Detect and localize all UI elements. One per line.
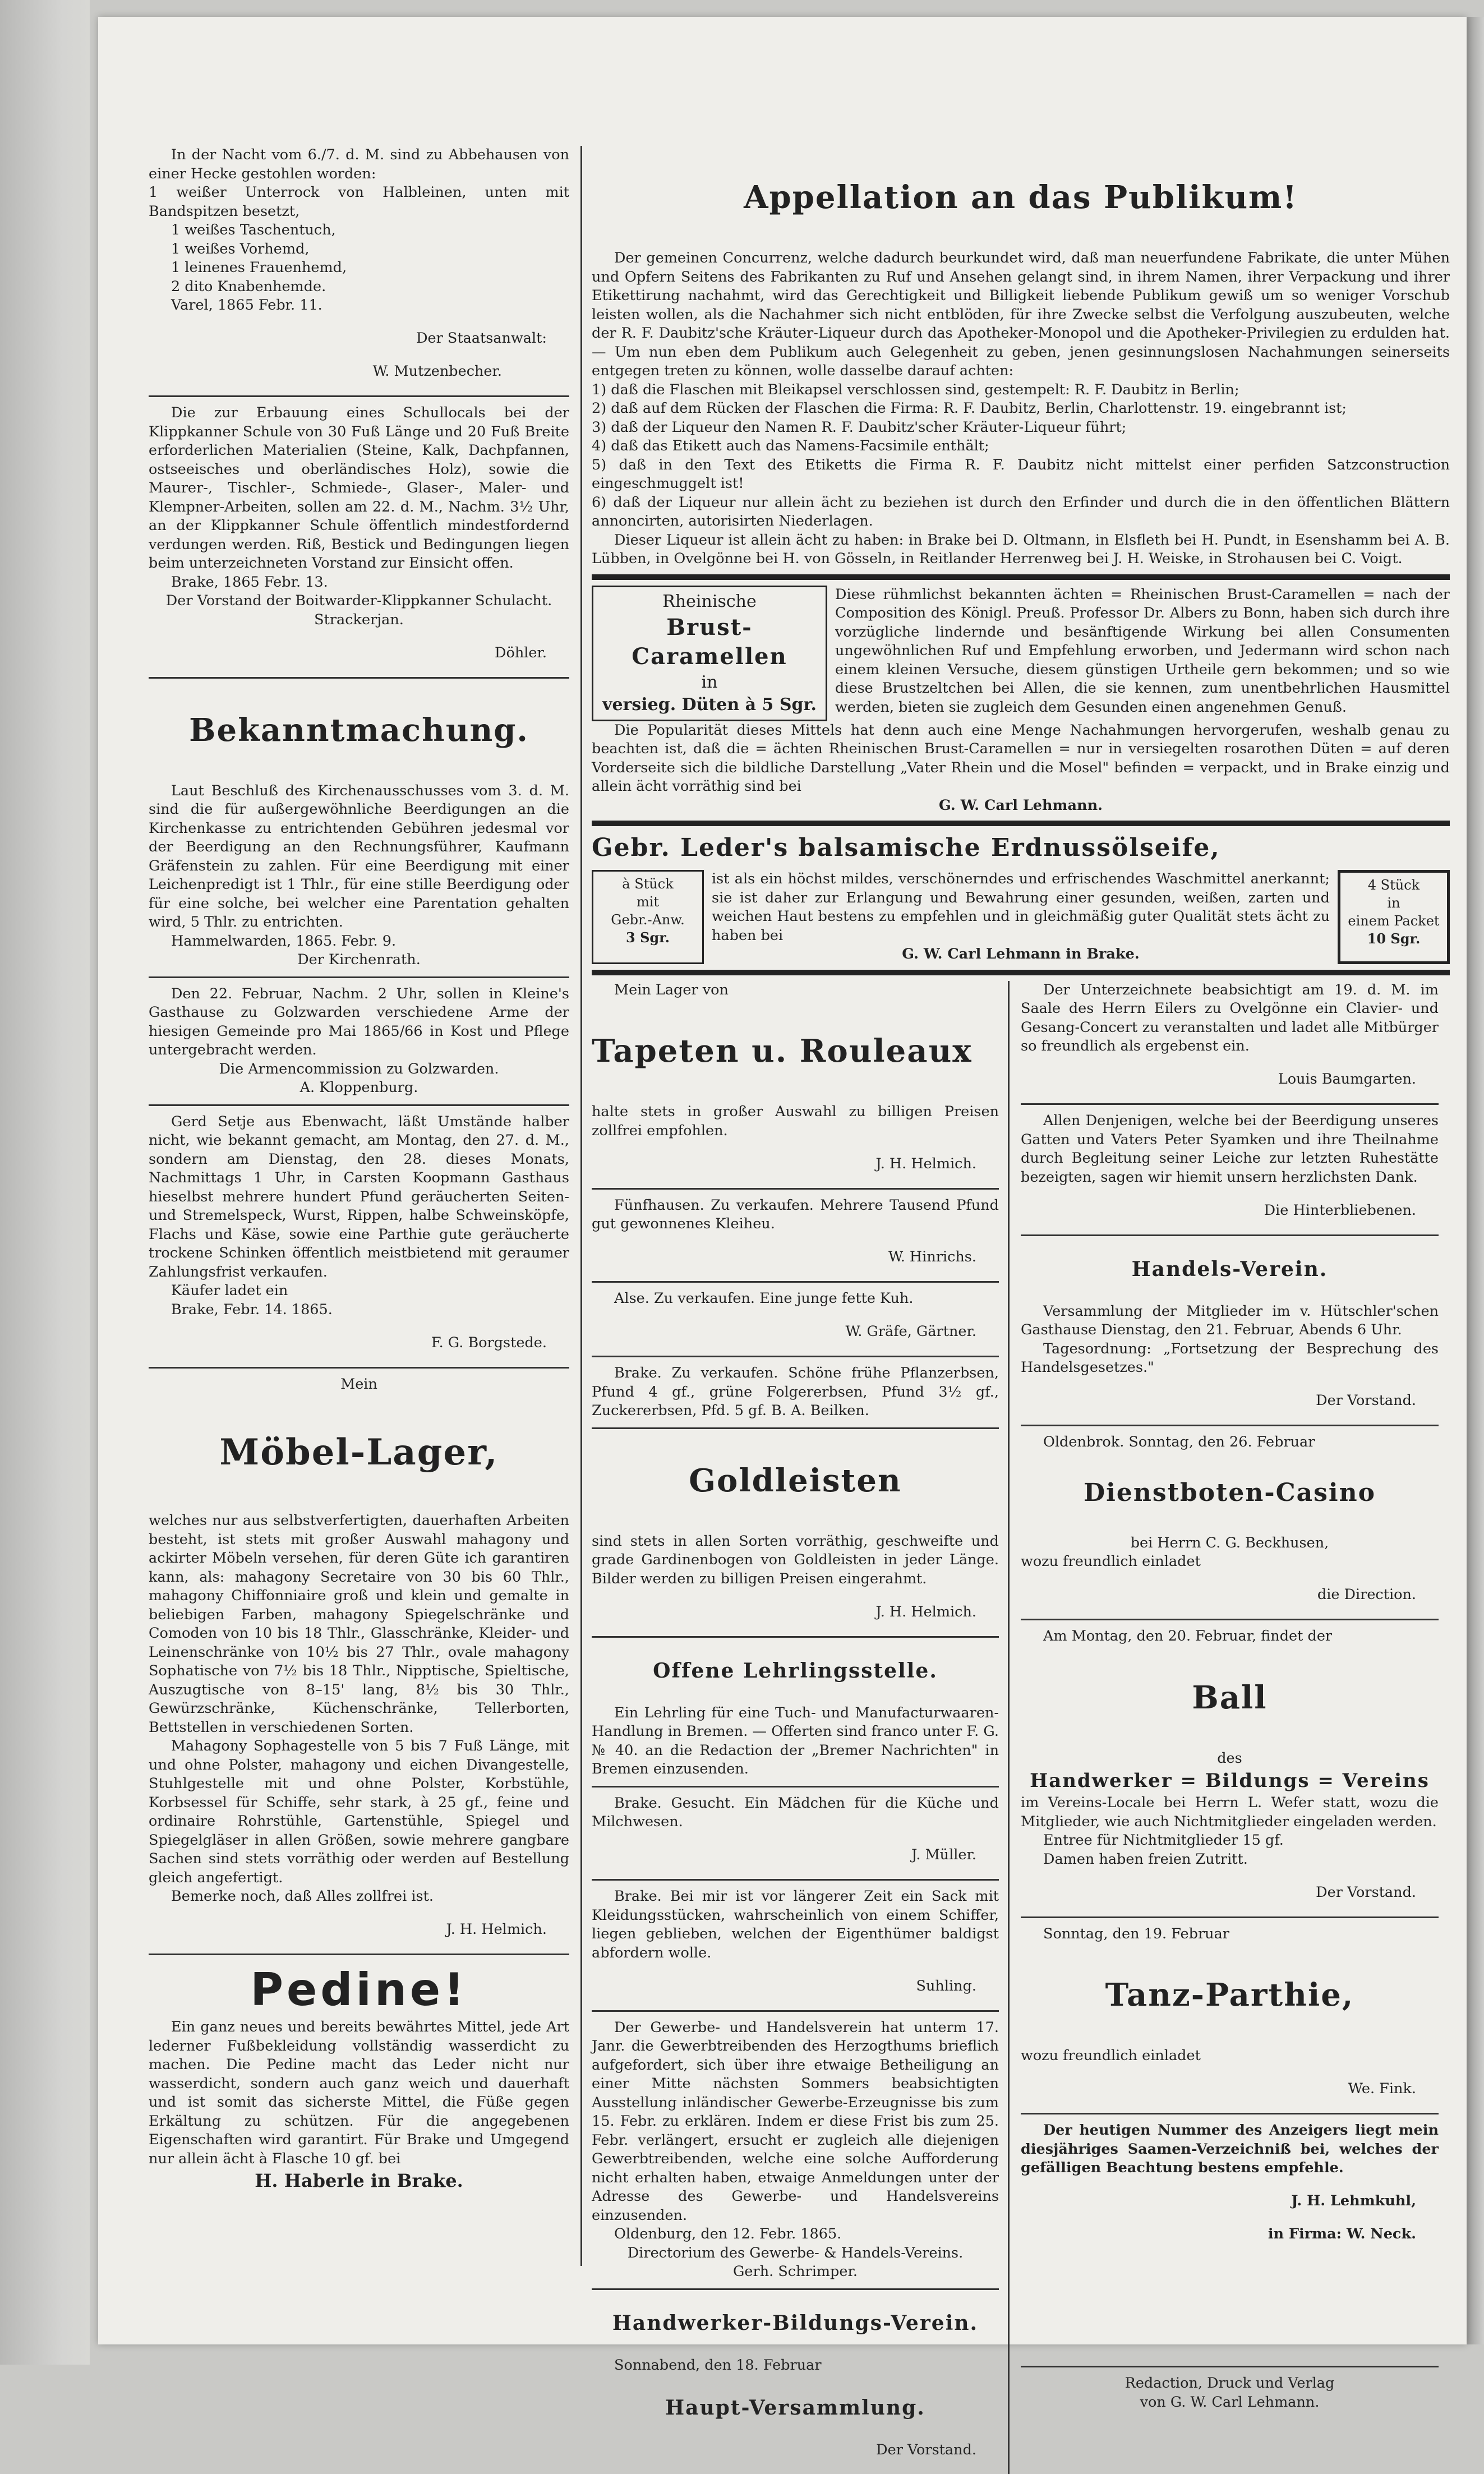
divider xyxy=(149,1367,569,1369)
theft-item: 1 weißes Vorhemd, xyxy=(149,240,569,259)
appeal-closing: Dieser Liqueur ist allein ächt zu haben: in Brake bei D. Oltmann, in Elsfleth bei H. Pundt, in Esenshamm bei A. B. Lübben, in Ovelgönne bei H. von Gösseln, in Reitlander Herrenweg bei J. H. Weiske, in Strohausen bei C. Voigt. xyxy=(592,531,1450,569)
school-sign: Strackerjan. xyxy=(149,611,569,630)
furniture-text2: Mahagony Sophagestelle von 5 bis 7 Fuß Länge, mit und ohne Polster, mahagony und eichen Divangestelle, Stuhlgestelle mit und ohne Polster, Korbstühle, Korbsessel für Schiffe, sehr stark, à 25 gf., feine und ordinaire Rohrstühle, Gartenstühle, Spiegel und Spiegelgläser in allen Größen, sowie mehrere gangbare Sachen sind stets vorräthig oder werden auf Bestellung gleich angefertigt. xyxy=(149,1737,569,1887)
craftsmen-sub: Haupt-Versammlung. xyxy=(592,2395,999,2421)
church-notice xyxy=(149,710,569,970)
cow-text: Alse. Zu verkaufen. Eine junge fette Kuh. xyxy=(592,1289,999,1309)
soap-price-line: 3 Sgr. xyxy=(597,929,699,947)
divider xyxy=(592,1879,999,1881)
dance-pre: Sonntag, den 19. Februar xyxy=(1021,1925,1439,1944)
divider xyxy=(1021,1103,1439,1105)
soap-price-line: mit xyxy=(597,893,699,911)
divider xyxy=(149,395,569,397)
auction-text: Gerd Setje aus Ebenwacht, läßt Umstände halber nicht, wie bekannt gemacht, am Montag, den 27. d. M., sondern am Dienstag, den 28. dieses Monats, Nachmittags 1 Uhr, in Carsten Koopmann Gasthaus hieselbst mehrere hundert Pfund geräucherten Seiten- und Stremelspeck, Wurst, Rippen, halbe Schweinsköpfe, Flachs und Käse, sowie eine Parthie gute geräucherte trockene Schinken öffentlich meistbietend mit geraumer Zahlungsfrist verkaufen. xyxy=(149,1113,569,1282)
theft-intro: In der Nacht vom 6./7. d. M. sind zu Abbehausen von einer Hecke gestohlen worden: xyxy=(149,146,569,183)
divider xyxy=(1021,1619,1439,1620)
caramel-box-line: in xyxy=(597,671,822,694)
trade-text: Der Gewerbe- und Handelsverein hat unterm 17. Janr. die Gewerbtreibenden des Herzogthums brieflich aufgefordert, sich über ihre etwaige Betheiligung an einer Mitte nächsten Sommers beabsichtigten Ausstellung inländischer Gewerbe-Erzeugnisse bis zum 15. Febr. zu erklären. Indem er diese Frist bis zum 25. Febr. verlängert, ersucht er zugleich alle diejenigen Gewerbtreibenden, welche eine solche Aufforderung nicht erhalten haben, etwaige Anmeldungen unter der Adresse des Gewerbe- und Handelsvereins einzusenden. xyxy=(592,2019,999,2226)
hay-sign: W. Hinrichs. xyxy=(592,1248,999,1267)
furniture-pre: Mein xyxy=(149,1375,569,1394)
ball-entry: Entree für Nichtmitglieder 15 gf. xyxy=(1021,1831,1439,1850)
casino-title: Dienstboten-Casino xyxy=(1021,1477,1439,1509)
caramel-seller: G. W. Carl Lehmann. xyxy=(592,796,1450,816)
hay-text: Fünfhausen. Zu verkaufen. Mehrere Tausend Pfund gut gewonnenes Kleiheu. xyxy=(592,1196,999,1234)
dance-title: Tanz-Parthie, xyxy=(1021,1975,1439,2015)
caramel-text2: Die Popularität dieses Mittels hat denn auch eine Menge Nachahmungen hervorgerufen, weshalb genau zu beachten ist, daß die = ächten Rheinischen Brust-Caramellen = nur in versiegelten rosarothen Düten = auf deren Vorderseite sich die bildliche Darstellung „Vater Rhein und die Mosel" befinden = verpackt, und in Brake einzig und allein ächt vorräthig sind bei xyxy=(592,721,1450,796)
school-notice xyxy=(149,404,569,662)
school-place: Brake, 1865 Febr. 13. xyxy=(149,573,569,592)
craftsmen-date: Sonnabend, den 18. Februar xyxy=(592,2356,999,2375)
ball-text: im Vereins-Locale bei Herrn L. Wefer statt, wozu die Mitglieder, wie auch Nichtmitglieder eingeladen werden. xyxy=(1021,1794,1439,1831)
wallpaper-sign: J. H. Helmich. xyxy=(592,1155,999,1174)
appeal-text: Der gemeinen Concurrenz, welche dadurch beurkundet wird, daß man neuerfundene Fabrikate, die unter Mühen und Opfern Seitens des Fabrikanten zu Ruf und Ansehen gelangt sind, in ihrem Namen, ihrer Verpackung und ihrer Etikettirung nachahmt, wird das Gerechtigkeit und Billigkeit liebende Publikum gewiß um so weniger Vorschub leisten wollen, als die Nachahmer sich nicht entblöden, für ihre Zwecke selbst die Verfolgung auszubeuten, welche der R. F. Daubitz'sche Kräuter-Liqueur durch das Apotheker-Monopol und die Apotheker-Privilegien zu erdulden hat. — Um nun eben dem Publikum auch Gelegenheit zu geben, jenen gesinnungslosen Nachahmungen seinerseits entgegen treten zu können, wolle dasselbe darauf achten: xyxy=(592,249,1450,381)
school-sign: Der Vorstand der Boitwarder-Klippkanner Schulacht. xyxy=(149,592,569,611)
wallpaper-ad xyxy=(592,981,999,1174)
auction-sign: F. G. Borgstede. xyxy=(149,1334,569,1353)
wallpaper-title: Tapeten u. Rouleaux xyxy=(592,1031,999,1071)
appeal-ad xyxy=(592,177,1450,569)
divider xyxy=(592,2288,999,2290)
soap-packet-line: in xyxy=(1344,894,1444,912)
cow-sign: W. Gräfe, Gärtner. xyxy=(592,1323,999,1342)
auction-place: Brake, Febr. 14. 1865. xyxy=(149,1301,569,1320)
school-sign: Döhler. xyxy=(149,644,569,663)
dance-sign: We. Fink. xyxy=(1021,2080,1439,2099)
casino-text: bei Herrn C. G. Beckhusen, xyxy=(1021,1534,1439,1553)
ball-pre: Am Montag, den 20. Februar, findet der xyxy=(1021,1627,1439,1646)
auction-notice xyxy=(149,1113,569,1353)
pedine-seller: H. Haberle in Brake. xyxy=(149,2168,569,2193)
soap-packet-line: einem Packet xyxy=(1344,912,1444,930)
caramel-text: Diese rühmlichst bekannten ächten = Rheinischen Brust-Caramellen = nach der Composition des Königl. Preuß. Professor Dr. Albers zu Bonn, haben sich durch ihre vorzügliche lindernde und besänftigende Wirkung bei allen Consumenten ungewöhnlichen Ruf und Empfehlung erworben, und Jedermann wird schon nach einem kleinen Versuche, diesem günstigen Urtheile gern bekommen; und so wie diese Brustzeltchen bei Allen, die sie kennen, zum unentbehrlichen Hausmittel werden, bieten sie zugleich dem Gesunden einen angenehmen Genuß. xyxy=(835,586,1450,721)
imprint-line: von G. W. Carl Lehmann. xyxy=(1021,2393,1439,2412)
gold-title: Goldleisten xyxy=(592,1461,999,1501)
pedine-ad xyxy=(149,1962,569,2193)
soap-price-box xyxy=(592,870,704,964)
right-subcol-left xyxy=(592,981,1010,2474)
theft-office: Der Staatsanwalt: xyxy=(149,329,569,348)
right-column xyxy=(592,146,1450,2474)
caramel-ad xyxy=(592,586,1450,816)
seeds-text: Der heutigen Nummer des Anzeigers liegt mein diesjähriges Saamen-Verzeichniß bei, welches der gefälligen Beachtung bestens empfehle. xyxy=(1021,2121,1439,2178)
commerce-text2: Tagesordnung: „Fortsetzung der Besprechung des Handelsgesetzes." xyxy=(1021,1340,1439,1377)
commerce-sign: Der Vorstand. xyxy=(1021,1392,1439,1411)
divider xyxy=(592,1281,999,1283)
craftsmen-title: Handwerker-Bildungs-Verein. xyxy=(592,2310,999,2336)
divider xyxy=(592,1786,999,1787)
soap-seller: G. W. Carl Lehmann in Brake. xyxy=(712,945,1330,964)
church-text: Laut Beschluß des Kirchenausschusses vom 3. d. M. sind die für außergewöhnliche Beerdigungen an die Kirchenkasse zu entrichtenden Gebühren jedesmal vor der Beerdigung an den Rechnungsführer, Kaufmann Gräfenstein zu zahlen. Für eine Beerdigung mit einer Leichenpredigt ist 1 Thlr., für eine stille Beerdigung oder für eine solche, bei welcher eine Parentation gehalten wird, 5 Thlr. zu entrichten. xyxy=(149,782,569,932)
list-item: 4) daß das Etikett auch das Namens-Facsimile enthält; xyxy=(592,437,1450,456)
poor-notice xyxy=(149,985,569,1098)
soap-ad xyxy=(592,832,1450,964)
divider xyxy=(592,970,1450,975)
divider xyxy=(149,1954,569,1955)
pedine-text: Ein ganz neues und bereits bewährtes Mittel, jede Art lederner Fußbekleidung vollständig wasserdicht zu machen. Die Pedine macht das Leder nicht nur wasserdicht, sondern auch ganz weich und dauerhaft und ist somit das sicherste Mittel, die Füße gegen Erkältung zu schützen. Für die angegebenen Eigenschaften wird garantirt. Für Brake und Umgegend nur allein ächt à Flasche 10 gf. bei xyxy=(149,2018,569,2168)
sack-text: Brake. Bei mir ist vor längerer Zeit ein Sack mit Kleidungsstücken, wahrscheinlich von einem Schiffer, liegen geblieben, welchen der Eigenthümer baldigst abfordern wolle. xyxy=(592,1887,999,1962)
caramel-box-line: Brust-Caramellen xyxy=(597,613,822,671)
casino-pre: Oldenbrok. Sonntag, den 26. Februar xyxy=(1021,1433,1439,1452)
casino-sign: die Direction. xyxy=(1021,1586,1439,1605)
divider xyxy=(592,2010,999,2012)
right-subcol-right xyxy=(1021,981,1439,2474)
sack-sign: Suhling. xyxy=(592,1977,999,1996)
furniture-sign: J. H. Helmich. xyxy=(149,1920,569,1939)
concert-text: Der Unterzeichnete beabsichtigt am 19. d. M. im Saale des Herrn Eilers zu Ovelgönne ein Clavier- und Gesang-Concert zu veranstalten und ladet alle Mitbürger so freundlich als ergebenst ein. xyxy=(1021,981,1439,1056)
left-column xyxy=(149,146,569,2193)
newspaper-page xyxy=(98,17,1467,2344)
appeal-list xyxy=(592,381,1450,531)
poor-sign: A. Kloppenburg. xyxy=(149,1079,569,1098)
ball-sign: Der Vorstand. xyxy=(1021,1883,1439,1902)
soap-text: ist als ein höchst mildes, verschönerndes und erfrischendes Waschmittel anerkannt; sie ist daher zur Erlangung und Bewahrung einer gesunden, weißen, zarten und weichen Haut bestens zu empfehlen und in gleichmäßig guter Qualität stets ächt zu haben bei xyxy=(712,870,1330,945)
seeds-sign: in Firma: W. Neck. xyxy=(1021,2225,1439,2244)
divider xyxy=(149,1104,569,1106)
wallpaper-pre: Mein Lager von xyxy=(592,981,999,1000)
auction-extra: Käufer ladet ein xyxy=(149,1282,569,1301)
list-item: 2) daß auf dem Rücken der Flaschen die Firma: R. F. Daubitz, Berlin, Charlottenstr. 19. eingebrannt ist; xyxy=(592,399,1450,418)
ball-title2: Handwerker = Bildungs = Vereins xyxy=(1021,1768,1439,1794)
trade-place: Oldenburg, den 12. Febr. 1865. xyxy=(592,2225,999,2244)
divider xyxy=(592,821,1450,826)
book-binding xyxy=(0,0,90,2365)
page-edge xyxy=(1467,17,1484,2344)
peas-text: Brake. Zu verkaufen. Schöne frühe Pflanzerbsen, Pfund 4 gf., grüne Folgererbsen, Pfund 3½ gf., Zuckererbsen, Pfd. 5 gf. B. A. Beilken. xyxy=(592,1364,999,1421)
imprint-line: Redaction, Druck und Verlag xyxy=(1021,2374,1439,2393)
theft-item: 1 weißer Unterrock von Halbleinen, unten mit Bandspitzen besetzt, xyxy=(149,183,569,221)
list-item: 5) daß in den Text des Etiketts die Firma R. F. Daubitz nicht mittelst einer perfiden Satzconstruction eingeschmuggelt ist! xyxy=(592,456,1450,494)
divider xyxy=(592,1188,999,1190)
divider xyxy=(592,574,1450,580)
school-text: Die zur Erbauung eines Schullocals bei der Klippkanner Schule von 30 Fuß Länge und 20 Fuß Breite erforderlichen Materialien (Steine, Kalk, Dachpfannen, ostseeisches und oberländisches Holz), sowie die Maurer-, Tischler-, Schmiede-, Glaser-, Maler- und Klempner-Arbeiten, sollen am 22. d. M., Nachm. 3½ Uhr, an der Klippkanner Schule öffentlich mindestfordernd verdungen werden. Riß, Bestick und Bedingungen liegen beim unterzeichneten Vorstand zur Einsicht offen. xyxy=(149,404,569,573)
poor-sign: Die Armencommission zu Golzwarden. xyxy=(149,1060,569,1079)
furniture-text: welches nur aus selbstverfertigten, dauerhaften Arbeiten besteht, ist stets mit großer Auswahl mahagony und ackirter Möbeln versehen, für deren Güte ich garantiren kann, als: mahagony Secretaire von 30 bis 60 Thlr., mahagony Chiffonniaire groß und klein und gemalte in beliebigen Farben, mahagony Spiegelschränke und Comoden von 10 bis 18 Thlr., Glasschränke, Kleider- und Leinenschränke von 10½ bis 27 Thlr., ovale mahagony Sophatische von 7½ bis 18 Thlr., Nipptische, Spieltische, Auszugtische von 8–15' lang, 8½ bis 30 Thlr., Gewürzschränke, Küchenschränke, Tellerborten, Bettstellen in verschiedenen Sorten. xyxy=(149,1512,569,1737)
trade-sign: Gerh. Schrimper. xyxy=(592,2263,999,2282)
maid-text: Brake. Gesucht. Ein Mädchen für die Küche und Milchwesen. xyxy=(592,1794,999,1832)
divider xyxy=(1021,1425,1439,1426)
caramel-box-line: Rheinische xyxy=(597,591,822,613)
ball-free: Damen haben freien Zutritt. xyxy=(1021,1850,1439,1869)
thanks-text: Allen Denjenigen, welche bei der Beerdigung unseres Gatten und Vaters Peter Syamken und ihre Theilnahme durch Begleitung seiner Leiche zur letzten Ruhestätte bezeigten, sagen wir hiemit unsern herzlichsten Dank. xyxy=(1021,1112,1439,1187)
furniture-ad xyxy=(149,1375,569,1939)
maid-sign: J. Müller. xyxy=(592,1846,999,1865)
pedine-title: Pedine! xyxy=(149,1962,569,2018)
theft-place: Varel, 1865 Febr. 11. xyxy=(149,296,569,315)
divider xyxy=(592,1427,999,1429)
gold-text: sind stets in allen Sorten vorräthig, geschweifte und grade Gardinenbogen von Goldleisten in jeder Länge. Bilder werden zu billigen Preisen eingerahmt. xyxy=(592,1532,999,1589)
soap-price-line: Gebr.-Anw. xyxy=(597,911,699,929)
apprentice-text: Ein Lehrling für eine Tuch- und Manufacturwaaren-Handlung in Bremen. — Offerten sind franco unter F. G. № 40. an die Redaction der „Bremer Nachrichten" in Bremen einzusenden. xyxy=(592,1704,999,1779)
right-subcolumns xyxy=(592,981,1450,2474)
soap-packet-line: 10 Sgr. xyxy=(1344,930,1444,948)
divider xyxy=(592,1636,999,1638)
theft-item: 1 leinenes Frauenhemd, xyxy=(149,259,569,278)
theft-item: 1 weißes Taschentuch, xyxy=(149,221,569,240)
theft-notice xyxy=(149,146,569,381)
list-item: 3) daß der Liqueur den Namen R. F. Daubitz'scher Kräuter-Liqueur führt; xyxy=(592,418,1450,437)
divider xyxy=(1021,2366,1439,2367)
list-item: 1) daß die Flaschen mit Bleikapsel verschlossen sind, gestempelt: R. F. Daubitz in Berlin; xyxy=(592,381,1450,400)
furniture-title: Möbel-Lager, xyxy=(149,1430,569,1476)
divider xyxy=(1021,1916,1439,1918)
divider xyxy=(149,677,569,679)
thanks-sign: Die Hinterbliebenen. xyxy=(1021,1201,1439,1220)
list-item: 6) daß der Liqueur nur allein ächt zu beziehen ist durch den Erfinder und durch die in den öffentlichen Blättern annoncirten, autorisirten Niederlagen. xyxy=(592,494,1450,531)
commerce-title: Handels-Verein. xyxy=(1021,1256,1439,1282)
wallpaper-text: halte stets in großer Auswahl zu billigen Preisen zollfrei empfohlen. xyxy=(592,1103,999,1140)
craftsmen-sign: Der Vorstand. xyxy=(592,2441,999,2460)
gold-sign: J. H. Helmich. xyxy=(592,1603,999,1622)
ball-des: des xyxy=(1021,1749,1439,1768)
church-sign: Der Kirchenrath. xyxy=(149,951,569,970)
trade-sign: Directorium des Gewerbe- & Handels-Vereins. xyxy=(592,2244,999,2263)
divider xyxy=(149,976,569,978)
gold-ad xyxy=(592,1461,999,1622)
caramel-box xyxy=(592,586,827,721)
divider xyxy=(1021,1234,1439,1236)
church-place: Hammelwarden, 1865. Febr. 9. xyxy=(149,932,569,951)
apprentice-title: Offene Lehrlingsstelle. xyxy=(592,1658,999,1684)
appeal-title: Appellation an das Publikum! xyxy=(592,177,1450,218)
poor-text: Den 22. Februar, Nachm. 2 Uhr, sollen in Kleine's Gasthause zu Golzwarden verschiedene Arme der hiesigen Gemeinde pro Mai 1865/66 in Kost und Pflege untergebracht werden. xyxy=(149,985,569,1060)
soap-packet-line: 4 Stück xyxy=(1344,876,1444,894)
ball-title: Ball xyxy=(1021,1678,1439,1718)
dance-text: wozu freundlich einladet xyxy=(1021,2047,1439,2066)
commerce-text: Versammlung der Mitglieder im v. Hütschler'schen Gasthause Dienstag, den 21. Februar, Abends 6 Uhr. xyxy=(1021,1302,1439,1340)
casino-text2: wozu freundlich einladet xyxy=(1021,1552,1439,1572)
church-title: Bekanntmachung. xyxy=(149,710,569,750)
seeds-sign: J. H. Lehmkuhl, xyxy=(1021,2192,1439,2211)
theft-signature: W. Mutzenbecher. xyxy=(149,362,569,381)
divider xyxy=(592,1356,999,1357)
furniture-note: Bemerke noch, daß Alles zollfrei ist. xyxy=(149,1887,569,1906)
column-rule xyxy=(580,146,582,2266)
divider xyxy=(1021,2113,1439,2114)
soap-packet-box xyxy=(1338,870,1450,964)
theft-item: 2 dito Knabenhemde. xyxy=(149,278,569,297)
soap-title: Gebr. Leder's balsamische Erdnussölseife, xyxy=(592,832,1450,864)
soap-price-line: à Stück xyxy=(597,875,699,893)
concert-sign: Louis Baumgarten. xyxy=(1021,1070,1439,1089)
caramel-box-line: versieg. Düten à 5 Sgr. xyxy=(597,694,822,716)
